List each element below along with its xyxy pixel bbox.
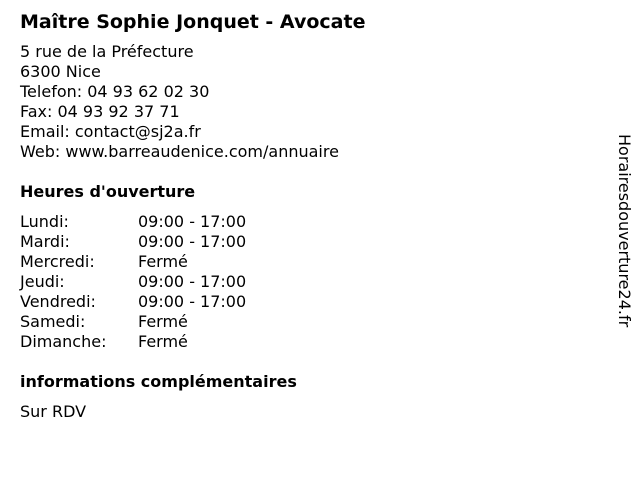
day-label: Dimanche:	[20, 332, 107, 351]
street: 5 rue de la Préfecture	[20, 42, 194, 61]
day-label: Jeudi:	[20, 272, 65, 291]
time-value: Fermé	[138, 312, 188, 331]
time-value: 09:00 - 17:00	[138, 212, 247, 231]
hours-row-sunday	[20, 332, 590, 352]
time-value: Fermé	[138, 252, 188, 271]
content-area	[20, 10, 590, 422]
fax: Fax: 04 93 92 37 71	[20, 102, 180, 121]
day-label: Lundi:	[20, 212, 69, 231]
hours-row-saturday	[20, 312, 590, 332]
opening-hours-heading: Heures d'ouverture	[20, 182, 196, 201]
side-watermark-label: Horairesdouverture24.fr	[615, 134, 634, 328]
day-label: Mercredi:	[20, 252, 95, 271]
hours-row-monday	[20, 212, 590, 232]
time-value: 09:00 - 17:00	[138, 232, 247, 251]
address-block	[20, 42, 590, 162]
hours-row-thursday	[20, 272, 590, 292]
city: 6300 Nice	[20, 62, 101, 81]
day-label: Samedi:	[20, 312, 86, 331]
page-title: Maître Sophie Jonquet - Avocate	[20, 11, 366, 33]
day-label: Vendredi:	[20, 292, 96, 311]
telephone: Telefon: 04 93 62 02 30	[20, 82, 210, 101]
email: Email: contact@sj2a.fr	[20, 122, 201, 141]
day-label: Mardi:	[20, 232, 70, 251]
hours-row-friday	[20, 292, 590, 312]
opening-hours-table	[20, 212, 590, 352]
time-value: Fermé	[138, 332, 188, 351]
time-value: 09:00 - 17:00	[138, 292, 247, 311]
hours-row-wednesday	[20, 252, 590, 272]
hours-row-tuesday	[20, 232, 590, 252]
time-value: 09:00 - 17:00	[138, 272, 247, 291]
additional-info-text: Sur RDV	[20, 402, 87, 421]
website: Web: www.barreaudenice.com/annuaire	[20, 142, 339, 161]
additional-info-heading: informations complémentaires	[20, 372, 297, 391]
